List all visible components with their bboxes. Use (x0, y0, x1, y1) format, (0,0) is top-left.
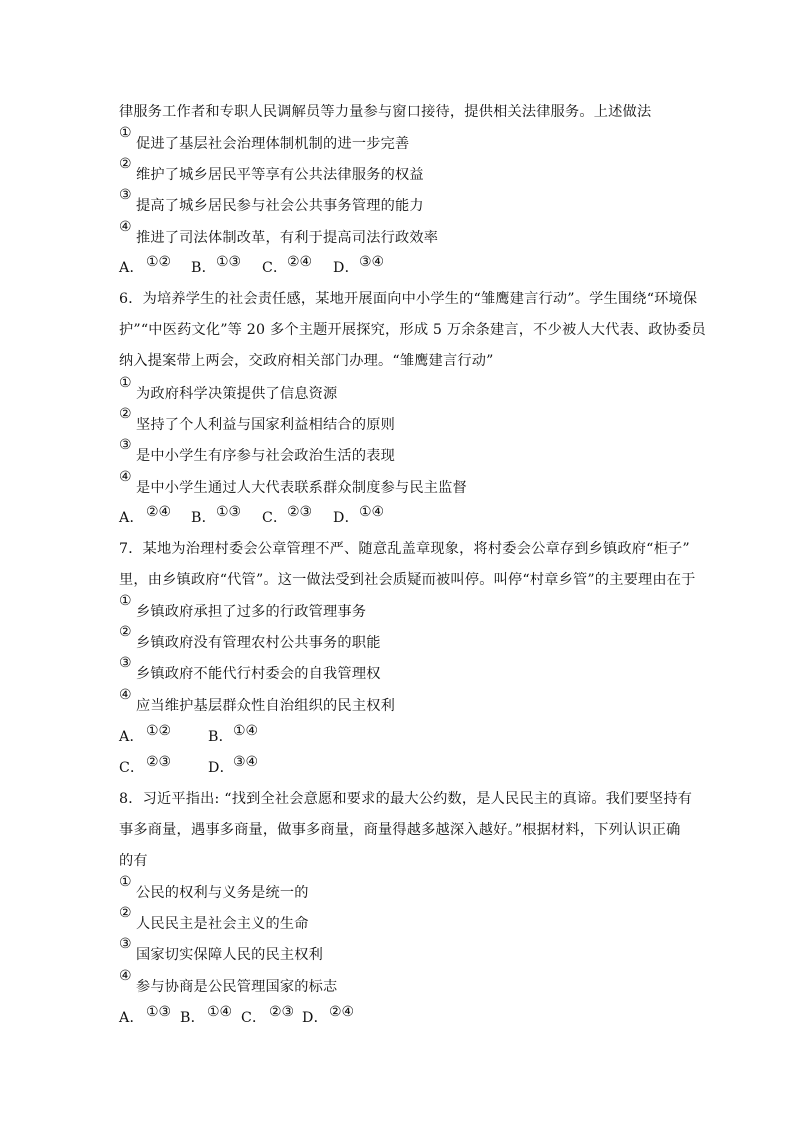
choice-c-marks: ②③ (269, 1004, 295, 1020)
choice-d-marks: ①④ (359, 504, 385, 520)
circled-number-1: ① (119, 874, 132, 890)
option-text: 国家切实保障人民的民主权利 (136, 947, 324, 963)
choice-d-label: D． (333, 510, 359, 526)
choice-a-label: A． (119, 1010, 144, 1026)
choice-a-marks: ②④ (146, 504, 172, 520)
choice-a-label: A． (119, 510, 144, 526)
circled-number-2: ② (119, 406, 132, 422)
choice-c-label: C． (241, 1010, 267, 1026)
question-6-stem-line-3: 纳入提案带上两会，交政府相关部门办理。“雏鹰建言行动” (119, 353, 494, 369)
circled-number-4: ④ (119, 687, 132, 703)
circled-number-3: ③ (119, 936, 132, 952)
choice-d-marks: ②④ (329, 1004, 355, 1020)
question-5-stem-line: 律服务工作者和专职人民调解员等力量参与窗口接待，提供相关法律服务。上述做法 (119, 104, 652, 120)
circled-number-2: ② (119, 624, 132, 640)
option-text: 维护了城乡居民平等享有公共法律服务的权益 (136, 167, 424, 183)
circled-number-3: ③ (119, 437, 132, 453)
choice-c-marks: ②③ (287, 504, 313, 520)
choice-b-label: B． (180, 1010, 206, 1026)
option-text: 是中小学生通过人大代表联系群众制度参与民主监督 (136, 480, 467, 496)
choice-c-label: C． (262, 260, 288, 276)
circled-number-1: ① (119, 593, 132, 609)
choice-b-marks: ①③ (216, 504, 242, 520)
choice-b-label: B． (208, 729, 234, 745)
circled-number-4: ④ (119, 219, 132, 235)
question-7-stem-line-1: 7．某地为治理村委会公章管理不严、随意乱盖章现象，将村委会公章存到乡镇政府“柜子” (119, 541, 690, 557)
choice-d-marks: ③④ (359, 254, 385, 270)
option-text: 参与协商是公民管理国家的标志 (136, 979, 338, 995)
choice-b-marks: ①④ (233, 723, 259, 739)
question-8-stem-line-1: 8．习近平指出: “找到全社会意愿和要求的最大公约数，是人民民主的真谛。我们要坚持有 (119, 791, 693, 807)
option-text: 公民的权利与义务是统一的 (136, 885, 309, 901)
choice-d-label: D． (302, 1010, 328, 1026)
choice-b-marks: ①④ (207, 1004, 233, 1020)
option-text: 坚持了个人利益与国家利益相结合的原则 (136, 417, 395, 433)
choice-c-label: C． (119, 760, 145, 776)
choice-b-label: B． (191, 260, 217, 276)
circled-number-4: ④ (119, 968, 132, 984)
option-text: 人民民主是社会主义的生命 (136, 916, 309, 932)
circled-number-3: ③ (119, 655, 132, 671)
choice-c-marks: ②④ (287, 254, 313, 270)
choice-a-marks: ①② (146, 254, 172, 270)
choice-d-marks: ③④ (233, 754, 259, 770)
choice-a-label: A． (119, 729, 144, 745)
choice-d-label: D． (208, 760, 234, 776)
choice-a-marks: ①③ (146, 1004, 172, 1020)
option-text: 促进了基层社会治理体制机制的进一步完善 (136, 136, 410, 152)
question-8-stem-line-3: 的有 (119, 853, 148, 869)
choice-b-label: B． (191, 510, 217, 526)
option-text: 乡镇政府不能代行村委会的自我管理权 (136, 666, 381, 682)
question-6-stem-line-2: 护”“中医药文化”等 20 多个主题开展探究，形成 5 万余条建言，不少被人大代表、政协委员 (119, 322, 706, 338)
circled-number-1: ① (119, 125, 132, 141)
question-7-stem-line-2: 里，由乡镇政府“代管”。这一做法受到社会质疑而被叫停。叫停“村章乡管”的主要理由在于 (119, 572, 696, 588)
choice-c-marks: ②③ (146, 754, 172, 770)
option-text: 乡镇政府没有管理农村公共事务的职能 (136, 635, 381, 651)
choice-a-marks: ①② (146, 723, 172, 739)
choice-b-marks: ①③ (216, 254, 242, 270)
option-text: 为政府科学决策提供了信息资源 (136, 386, 338, 402)
option-text: 提高了城乡居民参与社会公共事务管理的能力 (136, 198, 424, 214)
question-6-stem-line-1: 6．为培养学生的社会责任感，某地开展面向中小学生的“雏鹰建言行动”。学生围绕“环境保 (119, 291, 698, 307)
circled-number-4: ④ (119, 469, 132, 485)
choice-c-label: C． (262, 510, 288, 526)
option-text: 推进了司法体制改革，有利于提高司法行政效率 (136, 230, 439, 246)
circled-number-2: ② (119, 156, 132, 172)
option-text: 乡镇政府承担了过多的行政管理事务 (136, 604, 367, 620)
circled-number-2: ② (119, 905, 132, 921)
circled-number-1: ① (119, 375, 132, 391)
choice-a-label: A． (119, 260, 144, 276)
option-text: 应当维护基层群众性自治组织的民主权利 (136, 698, 395, 714)
choice-d-label: D． (333, 260, 359, 276)
option-text: 是中小学生有序参与社会政治生活的表现 (136, 448, 395, 464)
question-8-stem-line-2: 事多商量，遇事多商量，做事多商量，商量得越多越深入越好。”根据材料，下列认识正确 (119, 822, 681, 838)
circled-number-3: ③ (119, 187, 132, 203)
